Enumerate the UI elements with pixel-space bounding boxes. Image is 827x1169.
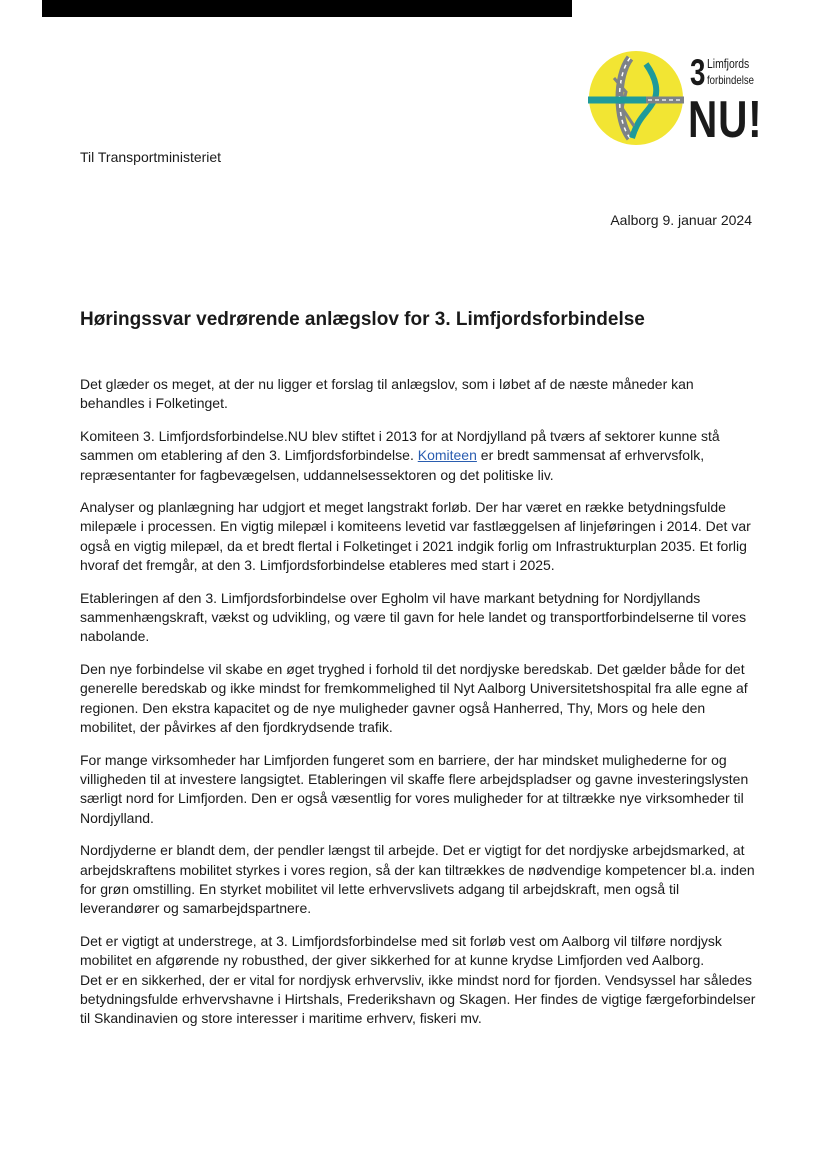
organization-logo <box>586 48 766 148</box>
paragraph-7: Nordjyderne er blandt dem, der pendler længst til arbejde. Det er vigtigt for det nordjyske arbejdsmarked, at arbejdskraftens mobilitet styrkes i vores region, så der kan tiltrækkes de nødvendige kompetencer bl.a. inden for grøn omstilling. En styrket mobilitet vil lette erhvervslivets adgang til arbejdskraft, men også til leverandører og samarbejdspartnere. <box>80 842 755 917</box>
recipient-line: Til Transportministeriet <box>80 149 222 165</box>
document-title: Høringssvar vedrørende anlægslov for 3. Limfjordsforbindelse <box>80 309 645 330</box>
paragraph-1: Det glæder os meget, at der nu ligger et forslag til anlægslov, som i løbet af de næste måneder kan behandles i Folketinget. <box>80 376 694 412</box>
date-line: Aalborg 9. januar 2024 <box>610 212 752 228</box>
paragraph-2-text-before: Komiteen 3. Limfjordsforbindelse.NU blev stiftet i 2013 for at Nordjylland på tværs af sektorer kunne stå sammen om etablering af den 3. Limfjordsforbindelse. <box>80 427 720 464</box>
logo-nu: NU! <box>688 91 763 149</box>
paragraph-6: For mange virksomheder har Limfjorden fungeret som en barriere, der har mindsket mulighederne for og villigheden til at investere langsigtet. Etableringen vil skaffe flere arbejdspladser og gavne investeringslysten særligt nord for Limfjorden. Den er også væsentlig for vores muligheder for at tiltrække nye virksomheder til Nordjylland. <box>80 751 749 826</box>
logo-word-forbindelse: forbindelse <box>707 73 754 87</box>
paragraph-8-line-1: Det er vigtigt at understrege, at 3. Limfjordsforbindelse med sit forløb vest om Aalborg vil tilføre nordjysk mobilitet en afgørende ny robusthed, der giver sikkerhed for at kunne krydse Limfjorden ved Aalborg. <box>80 932 722 969</box>
paragraph-2-text-after: er bredt sammensat af erhvervsfolk, repræsentanter for fagbevægelsen, uddannelsessektoren og det politiske liv. <box>80 447 705 483</box>
letter-body <box>80 375 760 1042</box>
paragraph-8-line-2: Det er en sikkerhed, der er vital for nordjysk erhvervsliv, ikke mindst nord for fjorden. Vendsyssel har således betydningsfulde erhvervshavne i Hirtshals, Frederikshavn og Skagen. Her findes de vigtige færgeforbindelser til Skandinavien og store interesser i maritime erhverv, fiskeri mv. <box>80 971 756 1027</box>
paragraph-4: Etableringen af den 3. Limfjordsforbindelse over Egholm vil have markant betydning for Nordjyllands sammenhængskraft, vækst og udvikling, og være til gavn for hele landet og transportforbindelserne til vores nabolande. <box>80 589 747 645</box>
redaction-bar <box>42 0 572 17</box>
paragraph-5: Den nye forbindelse vil skabe en øget tryghed i forhold til det nordjyske beredskab. Det gælder både for det generelle beredskab og ikke mindst for fremkommelighed til Nyt Aalborg Universitetshospital fra alle egne af regionen. Den ekstra kapacitet og de nye muligheder gavner også Hanherred, Thy, Mors og hele den mobilitet, der påvirkes af den fjordkrydsende trafik. <box>80 660 748 736</box>
paragraph-8 <box>80 932 760 1029</box>
paragraph-3: Analyser og planlægning har udgjort et meget langstrakt forløb. Der har været en række betydningsfulde milepæle i processen. En vigtig milepæl i komiteens levetid var fastlæggelsen af linjeføringen i 2014. Det var også en vigtig milepæl, da et bredt flertal i Folketinget i 2021 indgik forlig om Infrastrukturplan 2035. Et forlig hvoraf det fremgår, at den 3. Limfjordsforbindelse etableres med start i 2025. <box>80 499 751 574</box>
logo-number: 3 <box>690 52 706 93</box>
logo-word-limfjords: Limfjords <box>707 56 750 71</box>
paragraph-2 <box>80 427 760 485</box>
komiteen-link[interactable]: Komiteen <box>417 447 477 464</box>
bridge-emblem-icon <box>586 48 686 148</box>
